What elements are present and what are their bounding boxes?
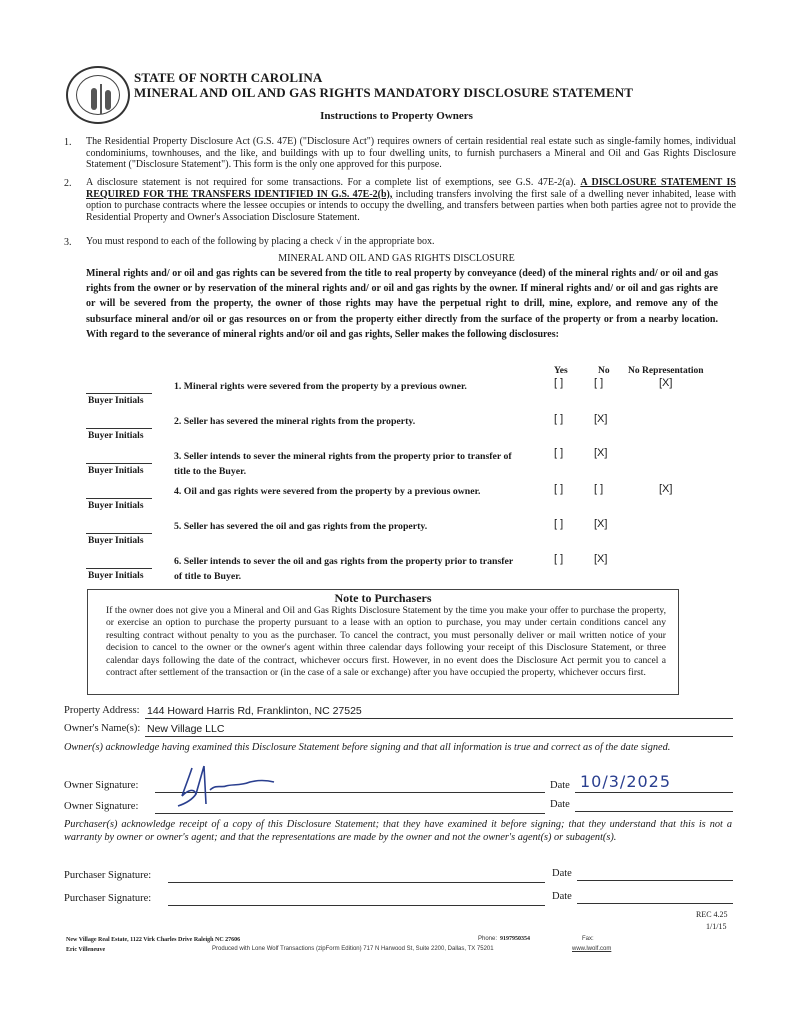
- buyer-initials-label: Buyer Initials: [88, 466, 144, 476]
- instruction-number: 3.: [64, 237, 72, 248]
- buyer-initials-label: Buyer Initials: [88, 571, 144, 581]
- q3-yes-checkbox[interactable]: [ ]: [554, 447, 564, 459]
- purchaser-signature-line-1[interactable]: [168, 882, 545, 883]
- q3-no-checkbox[interactable]: [X]: [594, 447, 608, 459]
- purchaser-date-line-1[interactable]: [577, 880, 733, 881]
- owner-name-label: Owner's Name(s):: [64, 723, 141, 734]
- purchaser-date-line-2[interactable]: [577, 903, 733, 904]
- property-address-underline: [145, 718, 733, 719]
- note-title: Note to Purchasers: [334, 591, 432, 605]
- buyer-initials-line-5[interactable]: [86, 533, 152, 534]
- q6-yes-checkbox[interactable]: [ ]: [554, 553, 564, 565]
- q1-no-rep-checkbox[interactable]: [X]: [659, 377, 673, 389]
- form-title: MINERAL AND OIL AND GAS RIGHTS MANDATORY DISCLOSURE STATEMENT: [134, 85, 634, 100]
- question-6: 6. Seller intends to sever the oil and gas rights from the property prior to transfer of title to Buyer.: [174, 556, 514, 582]
- column-no: No: [598, 366, 610, 376]
- date-label: Date: [552, 891, 572, 902]
- owner-acknowledgement: Owner(s) acknowledge having examined this Disclosure Statement before signing and that all information is true and correct as of the date signed.: [64, 742, 671, 753]
- form-code: REC 4.25: [696, 910, 728, 919]
- buyer-initials-line-3[interactable]: [86, 463, 152, 464]
- buyer-initials-line-1[interactable]: [86, 393, 152, 394]
- buyer-initials-label: Buyer Initials: [88, 536, 144, 546]
- owner-name-field[interactable]: New Village LLC: [147, 723, 225, 735]
- required-transfers-notice: A DISCLOSURE STATEMENT IS REQUIRED FOR THE TRANSFERS IDENTIFIED IN G.S. 47E-2(b),: [86, 177, 736, 200]
- q6-no-checkbox[interactable]: [X]: [594, 553, 608, 565]
- question-4: 4. Oil and gas rights were severed from the property by a previous owner.: [174, 486, 481, 497]
- instruction-3: You must respond to each of the following by placing a check √ in the appropriate box.: [86, 236, 435, 247]
- instructions-heading: Instructions to Property Owners: [320, 110, 473, 122]
- question-1: 1. Mineral rights were severed from the property by a previous owner.: [174, 381, 467, 392]
- date-label: Date: [552, 868, 572, 879]
- column-no-representation: No Representation: [628, 366, 704, 376]
- note-to-purchasers-box: [87, 589, 679, 695]
- q4-no-checkbox[interactable]: [ ]: [594, 483, 604, 495]
- owner-signature-label: Owner Signature:: [64, 780, 139, 791]
- agent-name: Eric Villeneuve: [66, 947, 106, 953]
- buyer-initials-line-6[interactable]: [86, 568, 152, 569]
- question-3: 3. Seller intends to sever the mineral rights from the property prior to transfer of title to the Buyer.: [174, 451, 512, 477]
- column-yes: Yes: [554, 366, 568, 376]
- q4-yes-checkbox[interactable]: [ ]: [554, 483, 564, 495]
- q2-yes-checkbox[interactable]: [ ]: [554, 413, 564, 425]
- phone-label: Phone:: [478, 936, 498, 942]
- date-label: Date: [550, 799, 570, 810]
- purchaser-signature-label: Purchaser Signature:: [64, 870, 152, 881]
- note-text: If the owner does not give you a Mineral and Oil and Gas Rights Disclosure Statement by the time you make your offer to purchase the property, or exercise an option to purchase the property pursuant to a lease with an option to purchase, you may under certain conditions cancel any resulting contract without penalty to you as the purchaser. To cancel the contract, you must personally deliver or mail written notice of your decision to cancel to the owner or the owner's agent within three calendar days following your receipt of this Disclosure Statement, or three calendar days following the date of the contract, whichever occurs first. However, in no event does the Disclosure Act permit you to cancel a contract after settlement of the transaction or (in the case of a sale or exchange) after you have occupied the property, whichever occurs first.: [106, 605, 666, 679]
- instruction-1: The Residential Property Disclosure Act (G.S. 47E) ("Disclosure Act") requires owners of certain residential real estate such as single-family homes, individual condominiums, townhouses, and the like, and buildings with up to four dwelling units, to furnish purchasers a Mineral and Oil and Gas Rights Disclosure Statement ("Disclosure Statement"). This form is the only one approved for this purpose.: [86, 136, 736, 171]
- owner-signature-line-2[interactable]: [155, 813, 545, 814]
- property-address-label: Property Address:: [64, 705, 140, 716]
- owner-signature-label: Owner Signature:: [64, 801, 139, 812]
- q5-yes-checkbox[interactable]: [ ]: [554, 518, 564, 530]
- q2-no-checkbox[interactable]: [X]: [594, 413, 608, 425]
- q1-yes-checkbox[interactable]: [ ]: [554, 377, 564, 389]
- instruction-number: 2.: [64, 178, 72, 189]
- phone-number: 9197950354: [500, 936, 530, 942]
- produced-by: Produced with Lone Wolf Transactions (zipForm Edition) 717 N Harwood St, Suite 2200, Dallas, TX 75201: [212, 946, 494, 952]
- instruction-2: A disclosure statement is not required for some transactions. For a complete list of exemptions, see G.S. 47E-2(a). A DISCLOSURE STATEMENT IS REQUIRED FOR THE TRANSFERS IDENTIFIED IN G.S. 47E-2(b), including transfers involving the first sale of a dwelling never inhabited, lease with option to purchase contracts where the lessee occupies or intends to occupy the dwelling, and transfers between parties when both parties agree not to provide the Residential Property and Owner's Association Disclosure Statement.: [86, 177, 736, 224]
- q1-no-checkbox[interactable]: [ ]: [594, 377, 604, 389]
- date-line-2[interactable]: [575, 811, 733, 812]
- disclosure-intro: Mineral rights and/ or oil and gas rights can be severed from the title to real property by conveyance (deed) of the mineral rights and/ or oil and gas rights from the owner or by reservation of the mineral rights and/ or oil and gas rights by the owner. If mineral rights and/ or oil and gas rights are or will be severed from the property, the owner of those rights may have the perpetual right to drill, mine, explore, and remove any of the subsurface mineral and/or oil or gas resources on or from the property either directly from the surface of the property or from a nearby location. With regard to the severance of mineral rights and/or oil and gas rights, Seller makes the following disclosures:: [86, 268, 718, 340]
- buyer-initials-label: Buyer Initials: [88, 396, 144, 406]
- question-2: 2. Seller has severed the mineral rights from the property.: [174, 416, 416, 427]
- purchaser-signature-label: Purchaser Signature:: [64, 893, 152, 904]
- buyer-initials-line-4[interactable]: [86, 498, 152, 499]
- question-5: 5. Seller has severed the oil and gas rights from the property.: [174, 521, 428, 532]
- fax-label: Fax:: [582, 936, 594, 942]
- date-label: Date: [550, 780, 570, 791]
- buyer-initials-label: Buyer Initials: [88, 431, 144, 441]
- buyer-initials-line-2[interactable]: [86, 428, 152, 429]
- q5-no-checkbox[interactable]: [X]: [594, 518, 608, 530]
- purchaser-signature-line-2[interactable]: [168, 905, 545, 906]
- owner-name-underline: [145, 736, 733, 737]
- website-link[interactable]: www.lwolf.com: [572, 946, 612, 952]
- state-title: STATE OF NORTH CAROLINA: [134, 70, 323, 85]
- owner-signature-date-1[interactable]: 10/3/2025: [580, 772, 672, 791]
- buyer-initials-label: Buyer Initials: [88, 501, 144, 511]
- brokerage-info: New Village Real Estate, 1122 Virk Charles Drive Raleigh NC 27606: [66, 937, 241, 943]
- form-date: 1/1/15: [706, 922, 727, 931]
- property-address-field[interactable]: 144 Howard Harris Rd, Franklinton, NC 27525: [147, 705, 362, 717]
- instruction-number: 1.: [64, 137, 72, 148]
- purchaser-acknowledgement: Purchaser(s) acknowledge receipt of a copy of this Disclosure Statement; that they have examined it before signing; that they understand that this is not a warranty by owner or owner's agent; and that the representations are made by the owner and not the owner's agent(s) or subagent(s).: [64, 819, 732, 843]
- q4-no-rep-checkbox[interactable]: [X]: [659, 483, 673, 495]
- owner-signature-scribble: [170, 760, 280, 810]
- disclosure-heading: MINERAL AND OIL AND GAS RIGHTS DISCLOSURE: [278, 253, 515, 264]
- date-line-1: [575, 792, 733, 793]
